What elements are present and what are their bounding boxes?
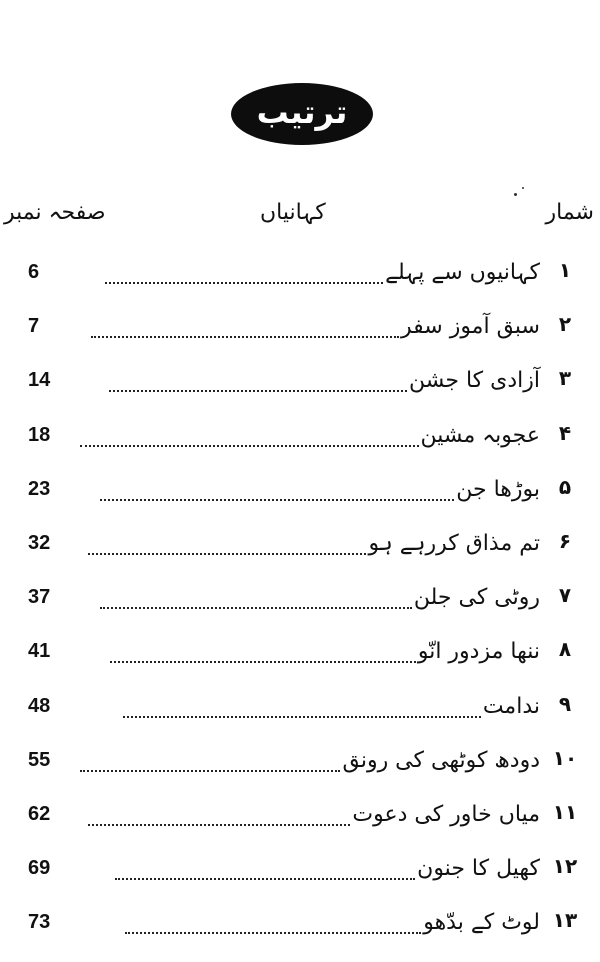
story-title: کہانیوں سے پہلے [385,260,540,285]
dot-leader [110,635,416,663]
toc-row [0,902,600,956]
story-title: روٹی کی جلن [413,585,540,611]
toc-row [0,252,600,306]
story-title: ندامت [482,693,540,719]
toc-row [0,794,600,848]
dot-leader [123,690,481,718]
page-number: 69 [28,857,51,880]
toc-row [0,686,600,740]
dot-leader [105,256,383,284]
entry [110,635,540,667]
dot-leader [80,419,418,447]
story-title: میاں خاور کی دعوت [352,801,540,827]
toc-row [0,415,600,469]
entry-number: ۷ [558,583,572,608]
title-badge [231,83,373,145]
entry [109,364,540,396]
dot-leader [88,527,366,555]
page-number-header: صفحہ نمبر [4,200,106,225]
dot-leader [80,744,340,772]
dot-leader [91,310,399,338]
entry-number: ۱ [558,258,572,282]
stories-header: کہانیاں [260,200,326,225]
page-number: 41 [28,640,51,663]
entry-number: ۹ [558,691,572,716]
serial-header: شمار [545,200,594,225]
page-number: 7 [28,315,40,338]
page-number: 37 [28,586,51,609]
toc-row [0,469,600,523]
page-number: 18 [28,423,51,446]
toc-row [0,740,600,794]
toc-row [0,523,600,577]
entry [80,419,540,451]
entry-number: ۸ [558,637,572,662]
story-title: سبق آموز سفر [401,314,540,340]
toc-row [0,848,600,902]
entry [100,581,540,613]
toc-row [0,360,600,414]
dot-leader [109,364,407,392]
page-number: 55 [28,748,51,771]
story-title: آزادی کا جشن [408,368,540,394]
entry [105,256,540,288]
toc-row [0,631,600,685]
page-number: 14 [28,369,51,392]
page-number: 73 [28,911,51,934]
story-title: کھیل کا جنون [417,856,540,882]
dot-leader [100,581,412,609]
entry [115,852,540,884]
entry [123,690,540,722]
page-number: 23 [28,477,51,500]
dot-leader [100,473,454,501]
page-number: 6 [28,261,40,283]
entry-number: ۱۳ [552,908,578,933]
entry [100,473,540,505]
entry [88,527,540,559]
entry [80,744,540,776]
entry [88,798,540,830]
page-title: ترتیب [256,93,348,131]
page-number: 62 [28,802,51,825]
table-of-contents [0,252,600,956]
page-number: 48 [28,694,51,717]
dot-leader [88,798,350,826]
entry [125,906,540,938]
entry [91,310,540,342]
decorative-speck [514,193,517,196]
entry-number: ۱۲ [552,854,578,879]
page-number: 32 [28,531,51,554]
entry-number: ۱۱ [552,799,578,824]
dot-leader [125,906,421,934]
story-title: دودھ کوٹھی کی رونق [342,747,540,773]
entry-number: ۶ [558,528,572,553]
entry-number: ۳ [558,366,572,391]
story-title: عجوبہ مشین [420,422,540,448]
entry-number: ۲ [558,312,572,337]
story-title: لوٹ کے بدّھو [423,910,540,936]
toc-row [0,577,600,631]
story-title: بوڑھا جن [456,476,540,502]
story-title: ننھا مزدور انّو [417,639,540,665]
entry-number: ۵ [558,474,572,499]
decorative-speck [522,187,524,189]
toc-row [0,306,600,360]
entry-number: ۴ [558,420,572,445]
story-title: تم مذاق کررہے ہو [368,530,540,556]
entry-number: ۱۰ [552,745,578,770]
dot-leader [115,852,415,880]
